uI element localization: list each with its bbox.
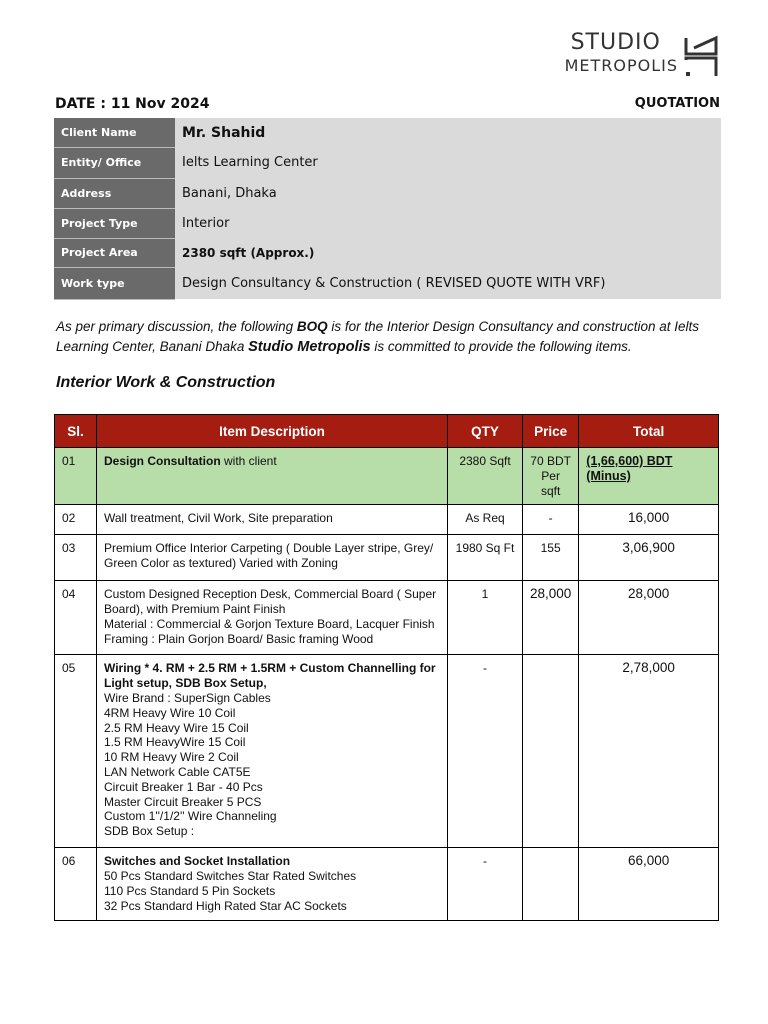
table-row	[55, 581, 719, 655]
item-description: with client	[220, 454, 277, 468]
cell-price: -	[523, 505, 579, 535]
cell-description	[97, 581, 448, 655]
item-detail-line: 4RM Heavy Wire 10 Coil	[104, 705, 236, 720]
item-detail-line: 1.5 RM HeavyWire 15 Coil	[104, 735, 246, 750]
item-description: Custom Designed Reception Desk, Commercial Board ( Super Board), with Premium Paint Finish	[104, 587, 437, 617]
cell-price: 70 BDT Per sqft	[523, 448, 579, 505]
boq-table	[54, 414, 719, 921]
item-detail-line: Custom 1''/1/2'' Wire Channeling	[104, 809, 277, 824]
intro-text: is for the Interior Design Consultancy and construction at Ielts Learning Center, Banani Dhaka	[56, 319, 700, 354]
logo-line1: STUDIO	[570, 30, 661, 55]
info-row	[54, 147, 721, 178]
boq-body	[55, 448, 719, 921]
info-value: Ielts Learning Center	[175, 147, 721, 178]
cell-total: 2,78,000	[579, 655, 719, 848]
cell-sl: 05	[55, 655, 97, 848]
intro-text: is committed to provide the following items.	[370, 339, 632, 354]
table-row	[55, 448, 719, 505]
cell-total: 3,06,900	[579, 535, 719, 581]
cell-description	[97, 505, 448, 535]
cell-sl: 04	[55, 581, 97, 655]
cell-price: 28,000	[523, 581, 579, 655]
cell-description	[97, 448, 448, 505]
item-detail-line: LAN Network Cable CAT5E	[104, 764, 251, 779]
info-key: Project Type	[54, 208, 175, 238]
item-detail-line: Master Circuit Breaker 5 PCS	[104, 794, 262, 809]
header-price: Price	[523, 415, 579, 448]
table-row	[55, 535, 719, 581]
section-title: Interior Work & Construction	[56, 374, 276, 391]
info-row	[54, 267, 721, 299]
item-title: Switches and Socket Installation	[104, 854, 291, 869]
boq-header-row	[55, 415, 719, 448]
table-row	[55, 848, 719, 921]
info-row	[54, 118, 721, 147]
cell-total: (1,66,600) BDT (Minus)	[579, 448, 719, 505]
cell-total: 16,000	[579, 505, 719, 535]
item-detail-line: Material : Commercial & Gorjon Texture Board, Lacquer Finish	[104, 616, 435, 631]
cell-price	[523, 655, 579, 848]
logo-line2: METROPOLIS	[564, 56, 678, 75]
intro-boq: BOQ	[296, 319, 328, 334]
cell-qty: 1980 Sq Ft	[448, 535, 523, 581]
cell-qty: -	[448, 848, 523, 921]
info-value: Mr. Shahid	[175, 118, 721, 147]
logo-mark-icon	[682, 32, 720, 80]
logo-text	[564, 30, 678, 76]
info-key: Address	[54, 178, 175, 208]
item-detail-line: 110 Pcs Standard 5 Pin Sockets	[104, 883, 276, 898]
item-detail-line: 2.5 RM Heavy Wire 15 Coil	[104, 720, 249, 735]
cell-sl: 02	[55, 505, 97, 535]
cell-total: 28,000	[579, 581, 719, 655]
item-detail-line: 50 Pcs Standard Switches Star Rated Switches	[104, 869, 357, 884]
info-value: 2380 sqft (Approx.)	[175, 238, 721, 267]
item-description: Premium Office Interior Carpeting ( Double Layer stripe, Grey/ Green Color as textured) Varied with Zoning	[104, 541, 434, 571]
cell-description	[97, 848, 448, 921]
info-row	[54, 178, 721, 208]
cell-sl: 03	[55, 535, 97, 581]
doc-type: QUOTATION	[634, 96, 720, 111]
item-detail-line: 10 RM Heavy Wire 2 Coil	[104, 750, 239, 765]
item-title: Design Consultation	[104, 454, 221, 468]
intro-text: As per primary discussion, the following	[56, 319, 297, 334]
cell-total: 66,000	[579, 848, 719, 921]
header-qty: QTY	[448, 415, 523, 448]
quote-date: DATE : 11 Nov 2024	[55, 96, 210, 112]
info-value: Interior	[175, 208, 721, 238]
cell-qty: -	[448, 655, 523, 848]
header-sl: Sl.	[55, 415, 97, 448]
item-description: Wall treatment, Civil Work, Site preparation	[104, 511, 333, 526]
info-key: Entity/ Office	[54, 147, 175, 178]
intro-brand: Studio Metropolis	[248, 339, 371, 355]
item-detail-line: Wire Brand : SuperSign Cables	[104, 690, 271, 705]
table-row	[55, 505, 719, 535]
cell-qty: 2380 Sqft	[448, 448, 523, 505]
cell-qty: As Req	[448, 505, 523, 535]
cell-description	[97, 535, 448, 581]
info-row	[54, 238, 721, 267]
item-detail-line: Framing : Plain Gorjon Board/ Basic framing Wood	[104, 631, 374, 646]
date-row	[55, 96, 720, 116]
item-title: Wiring * 4. RM + 2.5 RM + 1.5RM + Custom Channelling for Light setup, SDB Box Setup,	[104, 661, 436, 691]
company-logo	[560, 30, 720, 82]
client-info-table	[54, 118, 721, 300]
info-key: Work type	[54, 267, 175, 299]
intro-paragraph	[56, 317, 720, 357]
item-detail-line: Circuit Breaker 1 Bar - 40 Pcs	[104, 779, 263, 794]
cell-description	[97, 655, 448, 848]
info-row	[54, 208, 721, 238]
cell-sl: 01	[55, 448, 97, 505]
cell-price	[523, 848, 579, 921]
info-value: Design Consultancy & Construction ( REVISED QUOTE WITH VRF)	[175, 267, 721, 299]
cell-price: 155	[523, 535, 579, 581]
cell-sl: 06	[55, 848, 97, 921]
header-description: Item Description	[97, 415, 448, 448]
item-detail-line: SDB Box Setup :	[104, 824, 195, 839]
header-total: Total	[579, 415, 719, 448]
item-detail-line: 32 Pcs Standard High Rated Star AC Sockets	[104, 898, 347, 913]
info-key: Project Area	[54, 238, 175, 267]
info-key: Client Name	[54, 118, 175, 147]
cell-qty: 1	[448, 581, 523, 655]
table-row	[55, 655, 719, 848]
info-value: Banani, Dhaka	[175, 178, 721, 208]
